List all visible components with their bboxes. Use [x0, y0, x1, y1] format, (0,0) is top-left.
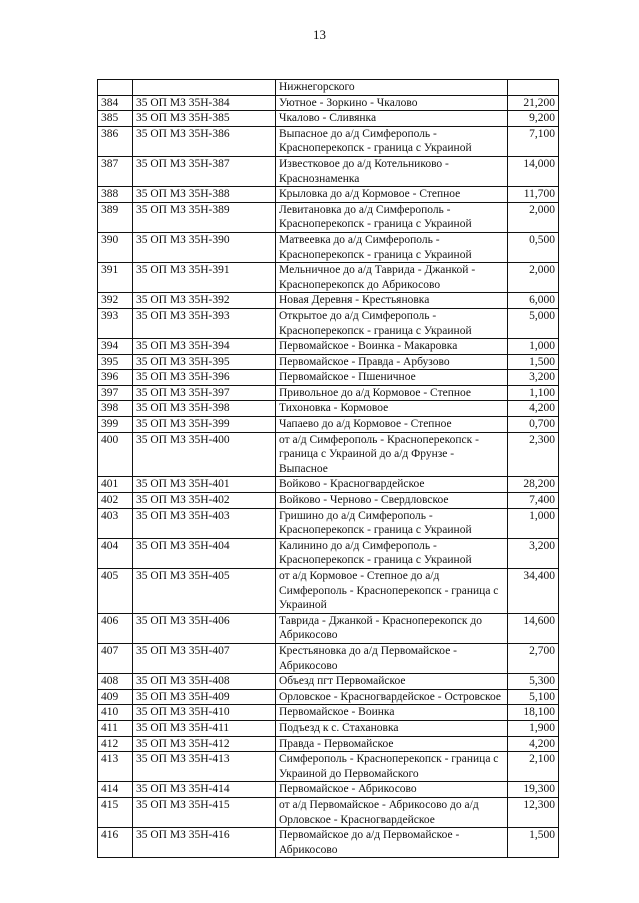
table-row [98, 263, 559, 293]
road-code-cell: 35 ОП МЗ 35Н-414 [133, 782, 276, 798]
table-row [98, 232, 559, 262]
road-code-cell: 35 ОП МЗ 35Н-402 [133, 493, 276, 509]
road-code-cell: 35 ОП МЗ 35Н-387 [133, 156, 276, 186]
road-length-cell: 14,600 [508, 613, 559, 643]
road-name-cell: от а/д Симферополь - Красноперекопск - граница с Украиной до а/д Фрунзе - Выпасное [276, 432, 508, 477]
road-name-cell: Уютное - Зоркино - Чкалово [276, 95, 508, 111]
road-code-cell: 35 ОП МЗ 35Н-400 [133, 432, 276, 477]
road-name-cell: Крестьяновка до а/д Первомайское - Абрикосово [276, 643, 508, 673]
row-number-cell: 397 [98, 385, 133, 401]
road-name-cell: Первомайское - Воинка [276, 705, 508, 721]
table-row [98, 187, 559, 203]
table-row [98, 782, 559, 798]
road-length-cell: 1,500 [508, 354, 559, 370]
road-name-cell: Выпасное до а/д Симферополь - Красноперекопск - граница с Украиной [276, 126, 508, 156]
road-code-cell: 35 ОП МЗ 35Н-405 [133, 569, 276, 614]
roads-table [97, 79, 559, 858]
page-number: 13 [313, 27, 326, 42]
row-number-cell: 415 [98, 797, 133, 827]
road-length-cell: 5,100 [508, 689, 559, 705]
table-row [98, 538, 559, 568]
road-code-cell: 35 ОП МЗ 35Н-401 [133, 477, 276, 493]
row-number-cell [98, 80, 133, 96]
table-row [98, 293, 559, 309]
road-code-cell: 35 ОП МЗ 35Н-407 [133, 643, 276, 673]
road-length-cell: 0,700 [508, 417, 559, 433]
row-number-cell: 413 [98, 752, 133, 782]
road-name-cell: Объезд пгт Первомайское [276, 674, 508, 690]
road-code-cell: 35 ОП МЗ 35Н-395 [133, 354, 276, 370]
road-length-cell: 1,500 [508, 828, 559, 858]
road-code-cell [133, 80, 276, 96]
road-length-cell: 2,100 [508, 752, 559, 782]
row-number-cell: 405 [98, 569, 133, 614]
row-number-cell: 398 [98, 401, 133, 417]
road-code-cell: 35 ОП МЗ 35Н-412 [133, 736, 276, 752]
table-row [98, 417, 559, 433]
road-length-cell: 3,200 [508, 538, 559, 568]
road-length-cell: 0,500 [508, 232, 559, 262]
road-name-cell: Новая Деревня - Крестьяновка [276, 293, 508, 309]
road-name-cell: Первомайское - Пшеничное [276, 370, 508, 386]
row-number-cell: 402 [98, 493, 133, 509]
road-name-cell: Чапаево до а/д Кормовое - Степное [276, 417, 508, 433]
table-row [98, 111, 559, 127]
table-row [98, 643, 559, 673]
row-number-cell: 410 [98, 705, 133, 721]
table-row [98, 339, 559, 355]
table-row [98, 126, 559, 156]
road-length-cell: 1,000 [508, 339, 559, 355]
table-row [98, 705, 559, 721]
row-number-cell: 399 [98, 417, 133, 433]
road-length-cell: 3,200 [508, 370, 559, 386]
row-number-cell: 409 [98, 689, 133, 705]
row-number-cell: 393 [98, 308, 133, 338]
road-name-cell: Таврида - Джанкой - Красноперекопск до Абрикосово [276, 613, 508, 643]
table-row [98, 797, 559, 827]
road-name-cell: Первомайское - Воинка - Макаровка [276, 339, 508, 355]
road-length-cell: 5,300 [508, 674, 559, 690]
row-number-cell: 391 [98, 263, 133, 293]
table-row [98, 674, 559, 690]
road-code-cell: 35 ОП МЗ 35Н-411 [133, 720, 276, 736]
road-length-cell: 7,400 [508, 493, 559, 509]
road-code-cell: 35 ОП МЗ 35Н-403 [133, 508, 276, 538]
road-name-cell: Чкалово - Сливянка [276, 111, 508, 127]
road-length-cell: 7,100 [508, 126, 559, 156]
road-length-cell: 6,000 [508, 293, 559, 309]
road-length-cell: 11,700 [508, 187, 559, 203]
road-name-cell: Нижнегорского [276, 80, 508, 96]
table-row-continuation [98, 80, 559, 96]
table-row [98, 689, 559, 705]
road-code-cell: 35 ОП МЗ 35Н-408 [133, 674, 276, 690]
road-length-cell: 4,200 [508, 401, 559, 417]
row-number-cell: 407 [98, 643, 133, 673]
road-length-cell: 28,200 [508, 477, 559, 493]
road-code-cell: 35 ОП МЗ 35Н-404 [133, 538, 276, 568]
road-length-cell: 12,300 [508, 797, 559, 827]
road-code-cell: 35 ОП МЗ 35Н-385 [133, 111, 276, 127]
table-row [98, 308, 559, 338]
row-number-cell: 396 [98, 370, 133, 386]
row-number-cell: 395 [98, 354, 133, 370]
row-number-cell: 412 [98, 736, 133, 752]
road-length-cell: 5,000 [508, 308, 559, 338]
table-row [98, 613, 559, 643]
road-name-cell: Матвеевка до а/д Симферополь - Красноперекопск - граница с Украиной [276, 232, 508, 262]
row-number-cell: 408 [98, 674, 133, 690]
road-code-cell: 35 ОП МЗ 35Н-398 [133, 401, 276, 417]
road-name-cell: Первомайское - Правда - Арбузово [276, 354, 508, 370]
road-code-cell: 35 ОП МЗ 35Н-389 [133, 202, 276, 232]
road-code-cell: 35 ОП МЗ 35Н-397 [133, 385, 276, 401]
road-name-cell: Крыловка до а/д Кормовое - Степное [276, 187, 508, 203]
row-number-cell: 394 [98, 339, 133, 355]
road-name-cell: Тихоновка - Кормовое [276, 401, 508, 417]
table-row [98, 508, 559, 538]
row-number-cell: 400 [98, 432, 133, 477]
road-code-cell: 35 ОП МЗ 35Н-391 [133, 263, 276, 293]
road-code-cell: 35 ОП МЗ 35Н-394 [133, 339, 276, 355]
road-length-cell: 1,000 [508, 508, 559, 538]
table-row [98, 401, 559, 417]
road-name-cell: Войково - Черново - Свердловское [276, 493, 508, 509]
road-name-cell: Привольное до а/д Кормовое - Степное [276, 385, 508, 401]
road-length-cell: 2,000 [508, 263, 559, 293]
row-number-cell: 404 [98, 538, 133, 568]
road-code-cell: 35 ОП МЗ 35Н-410 [133, 705, 276, 721]
road-length-cell: 4,200 [508, 736, 559, 752]
road-code-cell: 35 ОП МЗ 35Н-392 [133, 293, 276, 309]
row-number-cell: 411 [98, 720, 133, 736]
road-code-cell: 35 ОП МЗ 35Н-388 [133, 187, 276, 203]
road-name-cell: Войково - Красногвардейское [276, 477, 508, 493]
row-number-cell: 384 [98, 95, 133, 111]
road-name-cell: Правда - Первомайское [276, 736, 508, 752]
road-length-cell: 2,000 [508, 202, 559, 232]
road-length-cell: 18,100 [508, 705, 559, 721]
row-number-cell: 416 [98, 828, 133, 858]
road-length-cell: 14,000 [508, 156, 559, 186]
table-row [98, 736, 559, 752]
table-row [98, 752, 559, 782]
table-row [98, 156, 559, 186]
table-row [98, 432, 559, 477]
road-code-cell: 35 ОП МЗ 35Н-390 [133, 232, 276, 262]
row-number-cell: 403 [98, 508, 133, 538]
row-number-cell: 387 [98, 156, 133, 186]
roads-table-body [98, 80, 559, 858]
road-name-cell: Первомайское до а/д Первомайское - Абрикосово [276, 828, 508, 858]
table-row [98, 569, 559, 614]
road-length-cell [508, 80, 559, 96]
road-code-cell: 35 ОП МЗ 35Н-393 [133, 308, 276, 338]
road-length-cell: 9,200 [508, 111, 559, 127]
road-name-cell: Симферополь - Красноперекопск - граница с Украиной до Первомайского [276, 752, 508, 782]
road-name-cell: Подъезд к с. Стахановка [276, 720, 508, 736]
road-length-cell: 19,300 [508, 782, 559, 798]
table-row [98, 95, 559, 111]
table-row [98, 385, 559, 401]
road-name-cell: от а/д Первомайское - Абрикосово до а/д Орловское - Красногвардейское [276, 797, 508, 827]
road-name-cell: Открытое до а/д Симферополь - Красноперекопск - граница с Украиной [276, 308, 508, 338]
table-row [98, 720, 559, 736]
table-row [98, 493, 559, 509]
table-row [98, 370, 559, 386]
row-number-cell: 390 [98, 232, 133, 262]
road-name-cell: от а/д Кормовое - Степное до а/д Симферополь - Красноперекопск - граница с Украиной [276, 569, 508, 614]
road-code-cell: 35 ОП МЗ 35Н-413 [133, 752, 276, 782]
row-number-cell: 406 [98, 613, 133, 643]
table-row [98, 477, 559, 493]
road-name-cell: Мельничное до а/д Таврида - Джанкой - Красноперекопск до Абрикосово [276, 263, 508, 293]
row-number-cell: 392 [98, 293, 133, 309]
road-code-cell: 35 ОП МЗ 35Н-406 [133, 613, 276, 643]
road-code-cell: 35 ОП МЗ 35Н-384 [133, 95, 276, 111]
road-length-cell: 1,100 [508, 385, 559, 401]
row-number-cell: 385 [98, 111, 133, 127]
road-name-cell: Калинино до а/д Симферополь - Красноперекопск - граница с Украиной [276, 538, 508, 568]
road-code-cell: 35 ОП МЗ 35Н-386 [133, 126, 276, 156]
road-name-cell: Орловское - Красногвардейское - Островское [276, 689, 508, 705]
table-row [98, 354, 559, 370]
row-number-cell: 389 [98, 202, 133, 232]
row-number-cell: 386 [98, 126, 133, 156]
row-number-cell: 414 [98, 782, 133, 798]
road-length-cell: 21,200 [508, 95, 559, 111]
table-row [98, 202, 559, 232]
road-code-cell: 35 ОП МЗ 35Н-415 [133, 797, 276, 827]
road-code-cell: 35 ОП МЗ 35Н-399 [133, 417, 276, 433]
table-row [98, 828, 559, 858]
road-code-cell: 35 ОП МЗ 35Н-416 [133, 828, 276, 858]
road-name-cell: Первомайское - Абрикосово [276, 782, 508, 798]
road-code-cell: 35 ОП МЗ 35Н-409 [133, 689, 276, 705]
road-name-cell: Гришино до а/д Симферополь - Красноперекопск - граница с Украиной [276, 508, 508, 538]
road-code-cell: 35 ОП МЗ 35Н-396 [133, 370, 276, 386]
road-name-cell: Левитановка до а/д Симферополь - Красноперекопск - граница с Украиной [276, 202, 508, 232]
road-name-cell: Известковое до а/д Котельниково - Краснознаменка [276, 156, 508, 186]
row-number-cell: 388 [98, 187, 133, 203]
road-length-cell: 1,900 [508, 720, 559, 736]
road-length-cell: 34,400 [508, 569, 559, 614]
road-length-cell: 2,300 [508, 432, 559, 477]
row-number-cell: 401 [98, 477, 133, 493]
road-length-cell: 2,700 [508, 643, 559, 673]
